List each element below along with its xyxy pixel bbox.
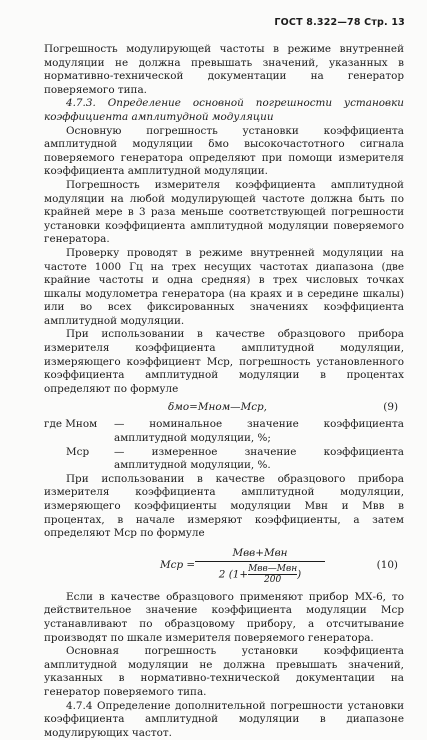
paragraph: Если в качестве образцового применяют прибор МХ-6, то действительное значение коэффициента модуляции Mср устанавливают по образцовому прибору, а отсчитывание производят по шкале измерителя поверяемого генератора.: [44, 590, 404, 644]
fraction-denominator: [195, 562, 325, 585]
paragraph: Основная погрешность установки коэффициента амплитудной модуляции не должна превышать значений, указанных в нормативно-технической документации на генератор поверяемого типа.: [44, 645, 404, 698]
fraction-numerator: Mвв+Mвн: [195, 547, 325, 563]
formula-9: [44, 400, 404, 416]
page-header: ГОСТ 8.322—78 Стр. 13: [274, 17, 405, 28]
formula-lhs: Mср =: [160, 558, 196, 571]
inner-numerator: Mвв—Mвн: [248, 564, 298, 575]
definition-label: Mср: [66, 445, 90, 458]
paragraph: При использовании в качестве образцового прибора измерителя коэффициента амплитудной модуляции, измеряющего коэффициенты модуляции Mвн и Mвв в процентах, в начале измеряют коэффициенты, а затем определяют Mср по формуле: [44, 472, 404, 540]
definition-text: — номинальное значение коэффициента амплитудной модуляции, %;: [114, 418, 404, 445]
denominator-suffix: ): [297, 568, 302, 581]
definition-label: где Mном: [44, 418, 98, 431]
definition-item: [44, 418, 404, 445]
inner-fraction: [248, 564, 297, 585]
formula-fraction: [195, 547, 325, 586]
formula-number: (9): [383, 401, 398, 414]
paragraph: Погрешность измерителя коэффициента амплитудной модуляции на любой модулирующей частоте должна быть по крайней мере в 3 раза меньше соответствующей погрешности установки коэффициента амплитудной модуляции поверяемого генератора.: [44, 178, 404, 246]
formula-10: [44, 545, 404, 589]
document-body: [44, 43, 404, 740]
definition-item: [44, 446, 404, 473]
paragraph: 4.7.4 Определение дополнительной погрешности установки коэффициента амплитудной модуляции в диапазоне модулирующих частот.: [44, 699, 404, 739]
paragraph: Проверку проводят в режиме внутренней модуляции на частоте 1000 Гц на трех несущих частотах диапазона (две крайние частоты и одна средняя) в трех числовых точках шкалы модулометра генератора (на краях и в середине шкалы) или во всех фиксированных значениях коэффициента амплитудной модуляции.: [44, 246, 404, 327]
paragraph: Основную погрешность установки коэффициента амплитудной модуляции δмо высокочастотного сигнала поверяемого генератора определяют при помощи измерителя коэффициента амплитудной модуляции.: [44, 124, 404, 178]
formula-expression: δмо=Mном—Mср,: [168, 401, 267, 414]
denominator-prefix: 2 (1+: [218, 568, 249, 581]
paragraph: При использовании в качестве образцового прибора измерителя коэффициента амплитудной модуляции, измеряющего коэффициент Mср, погрешность установленного коэффициента амплитудной модуляции в процентах определяют по формуле: [44, 328, 404, 395]
inner-denominator: 200: [264, 575, 282, 586]
section-heading: 4.7.3. Определение основной погрешности установки коэффициента амплитудной модуляции: [44, 97, 404, 123]
paragraph: Погрешность модулирующей частоты в режиме внутренней модуляции не должна превышать значений, указанных в нормативно-технической документации на генератор поверяемого типа.: [44, 43, 404, 96]
definition-text: — измеренное значение коэффициента амплитудной модуляции, %.: [114, 445, 404, 472]
formula-number: (10): [376, 558, 398, 571]
